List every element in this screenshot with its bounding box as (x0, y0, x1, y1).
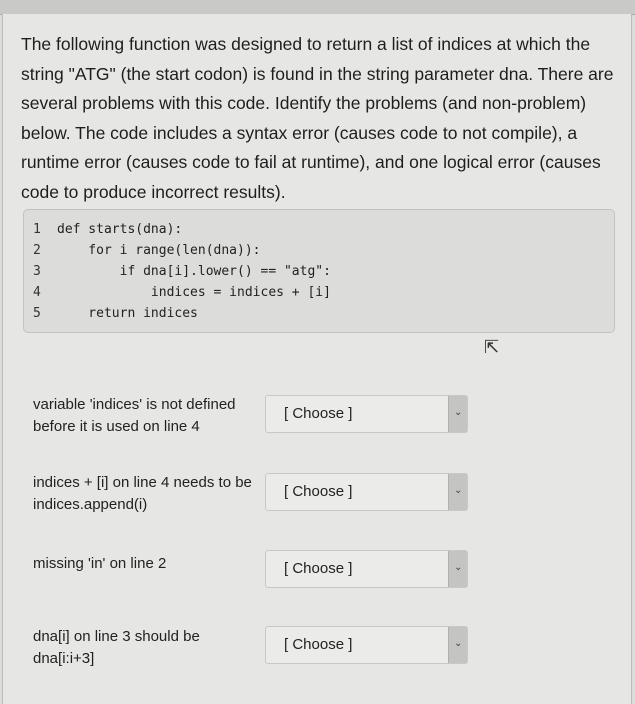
select-value: [ Choose ] (284, 405, 353, 422)
code-text: indices = indices + [i] (57, 285, 331, 300)
answer-select-3[interactable] (265, 550, 468, 588)
problem-label: indices + [i] on line 4 needs to be indices.append(i) (33, 474, 252, 513)
problem-label: dna[i] on line 3 should be dna[i:i+3] (33, 628, 200, 667)
line-number: 4 (33, 285, 41, 300)
code-block (23, 209, 615, 333)
line-number: 2 (33, 243, 41, 258)
chevron-down-icon: ⌄ (448, 551, 467, 587)
code-text: return indices (57, 306, 198, 321)
mouse-cursor-icon: ⇱ (484, 337, 500, 357)
code-text: def starts(dna): (57, 222, 183, 237)
code-text: for i range(len(dna)): (57, 243, 261, 258)
line-number: 1 (33, 222, 41, 237)
chevron-down-icon: ⌄ (448, 396, 467, 432)
select-value: [ Choose ] (284, 483, 353, 500)
line-number: 3 (33, 264, 41, 279)
question-description: The following function was designed to return a list of indices at which the string "ATG" (the start codon) is found in the string parameter dna. There are several problems with this code. Identify the problems (and non-problem) below. The code includes a syntax error (causes code to not compile), a runtime error (causes code to fail at runtime), and one logical error (causes code to produce incorrect results). (21, 34, 614, 202)
answer-select-2[interactable] (265, 473, 468, 511)
select-value: [ Choose ] (284, 560, 353, 577)
chevron-down-icon: ⌄ (448, 474, 467, 510)
problem-label: variable 'indices' is not defined before it is used on line 4 (33, 396, 236, 435)
answer-select-4[interactable] (265, 626, 468, 664)
problem-label: missing 'in' on line 2 (33, 555, 167, 572)
answer-select-1[interactable] (265, 395, 468, 433)
line-number: 5 (33, 306, 41, 321)
browser-address-bar (0, 0, 635, 15)
code-text: if dna[i].lower() == "atg": (57, 264, 331, 279)
select-value: [ Choose ] (284, 636, 353, 653)
chevron-down-icon: ⌄ (448, 627, 467, 663)
